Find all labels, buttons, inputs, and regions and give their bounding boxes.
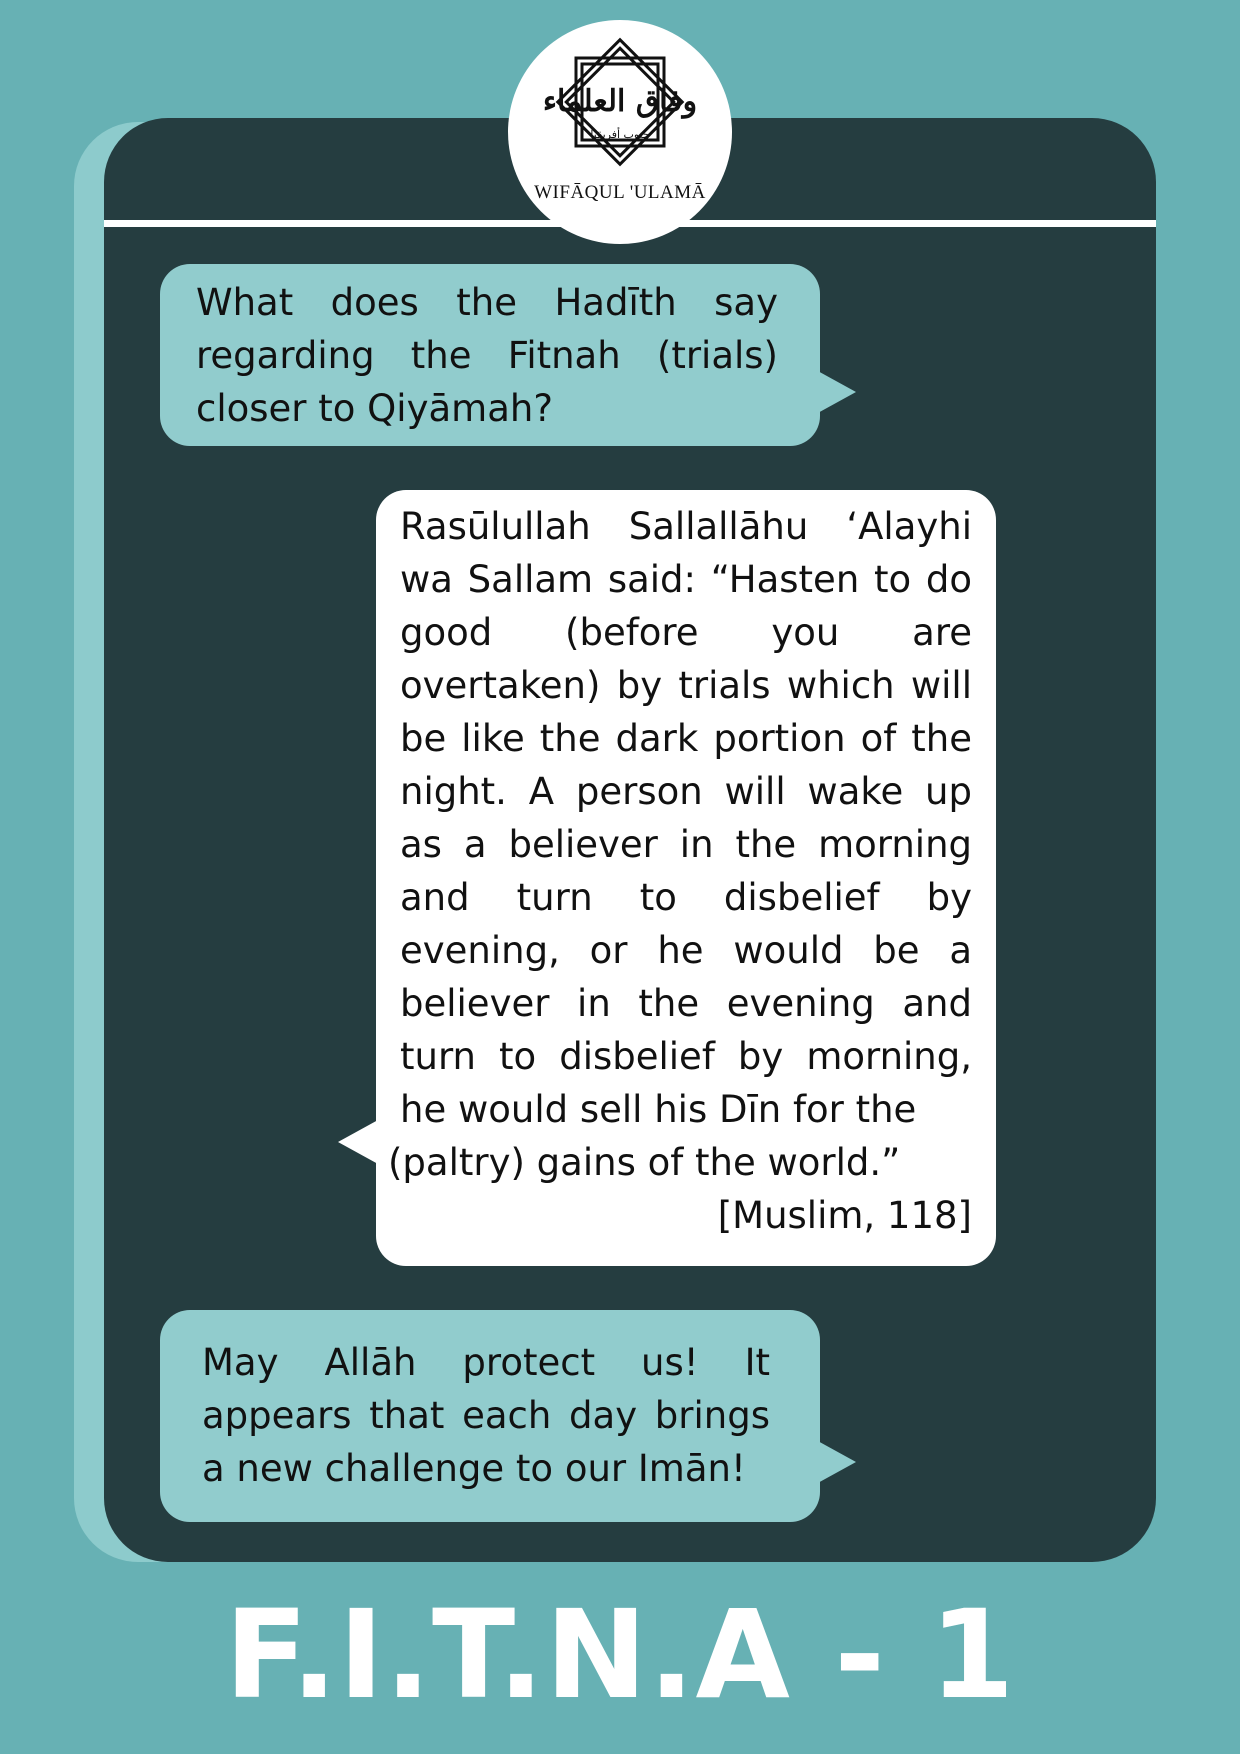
logo-name: WIFĀQUL 'ULAMĀ bbox=[534, 182, 706, 203]
logo bbox=[508, 20, 732, 244]
bubble-tail bbox=[338, 1120, 378, 1164]
logo-arabic-subtext: جنوب أفريقيا bbox=[590, 128, 650, 141]
answer-citation: [Muslim, 118] bbox=[717, 1194, 972, 1237]
question-bubble bbox=[160, 264, 820, 446]
logo-arabic-text: وفاق العلماء bbox=[542, 84, 698, 119]
question-text: What does the Hadīth say regarding the Fitnah (trials) closer to Qiyāmah? bbox=[196, 281, 778, 430]
bubble-tail bbox=[816, 370, 856, 414]
page-title: F.I.T.N.A - 1 bbox=[224, 1584, 1016, 1726]
answer-text: Rasūlullah Sallallāhu ‘Alayhi wa Sallam said: “Hasten to do good (before you are overtaken) by trials which will be like the dark portion of the night. A person will wake up as a believer in the morning and turn to disbelief by evening, or he would be a believer in the evening and turn to disbelief by morning, he would sell his Dīn for the bbox=[400, 505, 972, 1131]
answer-bubble bbox=[376, 490, 996, 1266]
comment-text: May Allāh protect us! It appears that each day brings a new challenge to our Imān! bbox=[202, 1341, 770, 1490]
bubble-tail bbox=[816, 1440, 856, 1484]
comment-bubble bbox=[160, 1310, 820, 1522]
answer-last-line: (paltry) gains of the world.” bbox=[388, 1141, 901, 1184]
